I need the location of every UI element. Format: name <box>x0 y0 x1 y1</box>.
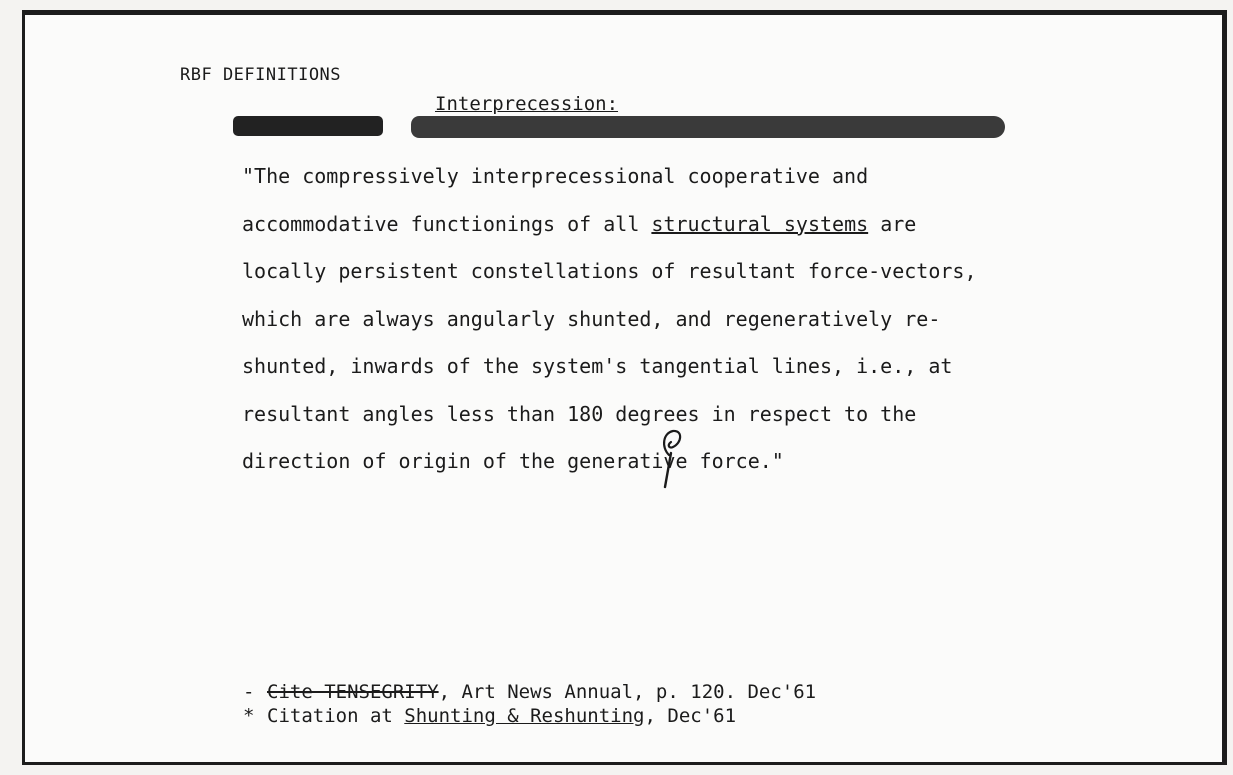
redaction-bar <box>233 116 383 136</box>
shunting-reshunting-link[interactable]: Shunting & Reshunting <box>404 705 645 727</box>
definition-text <box>242 153 1142 486</box>
structural-systems-link[interactable]: structural systems <box>651 211 869 236</box>
definition-line: resultant angles less than 180 degrees in respect to the <box>242 401 917 426</box>
definition-line: locally persistent constellations of resultant force-vectors, <box>242 259 977 283</box>
definition-line: "The compressively interprecessional cooperative and <box>242 164 869 188</box>
dash-bullet: - <box>243 681 255 703</box>
citation-line <box>243 680 816 704</box>
definition-line: direction of origin of the generative force." <box>242 449 784 473</box>
definition-card <box>22 10 1227 765</box>
citation-line <box>243 704 816 728</box>
struck-citation: Cite TENSEGRITY <box>267 681 439 703</box>
asterisk-bullet: * <box>243 705 255 727</box>
definition-line-text: accommodative functionings of all <box>242 211 652 236</box>
definition-line: which are always angularly shunted, and regeneratively re- <box>242 306 941 331</box>
citations <box>243 680 816 728</box>
definition-line <box>242 201 1142 249</box>
term-heading: Interprecession: <box>435 93 619 115</box>
section-label: RBF DEFINITIONS <box>180 65 342 85</box>
redaction-bar <box>411 116 1005 138</box>
citation-text: , Dec'61 <box>644 705 737 727</box>
citation-text: Citation at <box>267 705 405 727</box>
citation-text: , Art News Annual, p. 120. Dec'61 <box>438 681 817 703</box>
handwritten-correction-mark <box>655 425 689 489</box>
definition-line: shunted, inwards of the system's tangential lines, i.e., at <box>242 354 953 378</box>
definition-line-text: are <box>868 211 917 236</box>
